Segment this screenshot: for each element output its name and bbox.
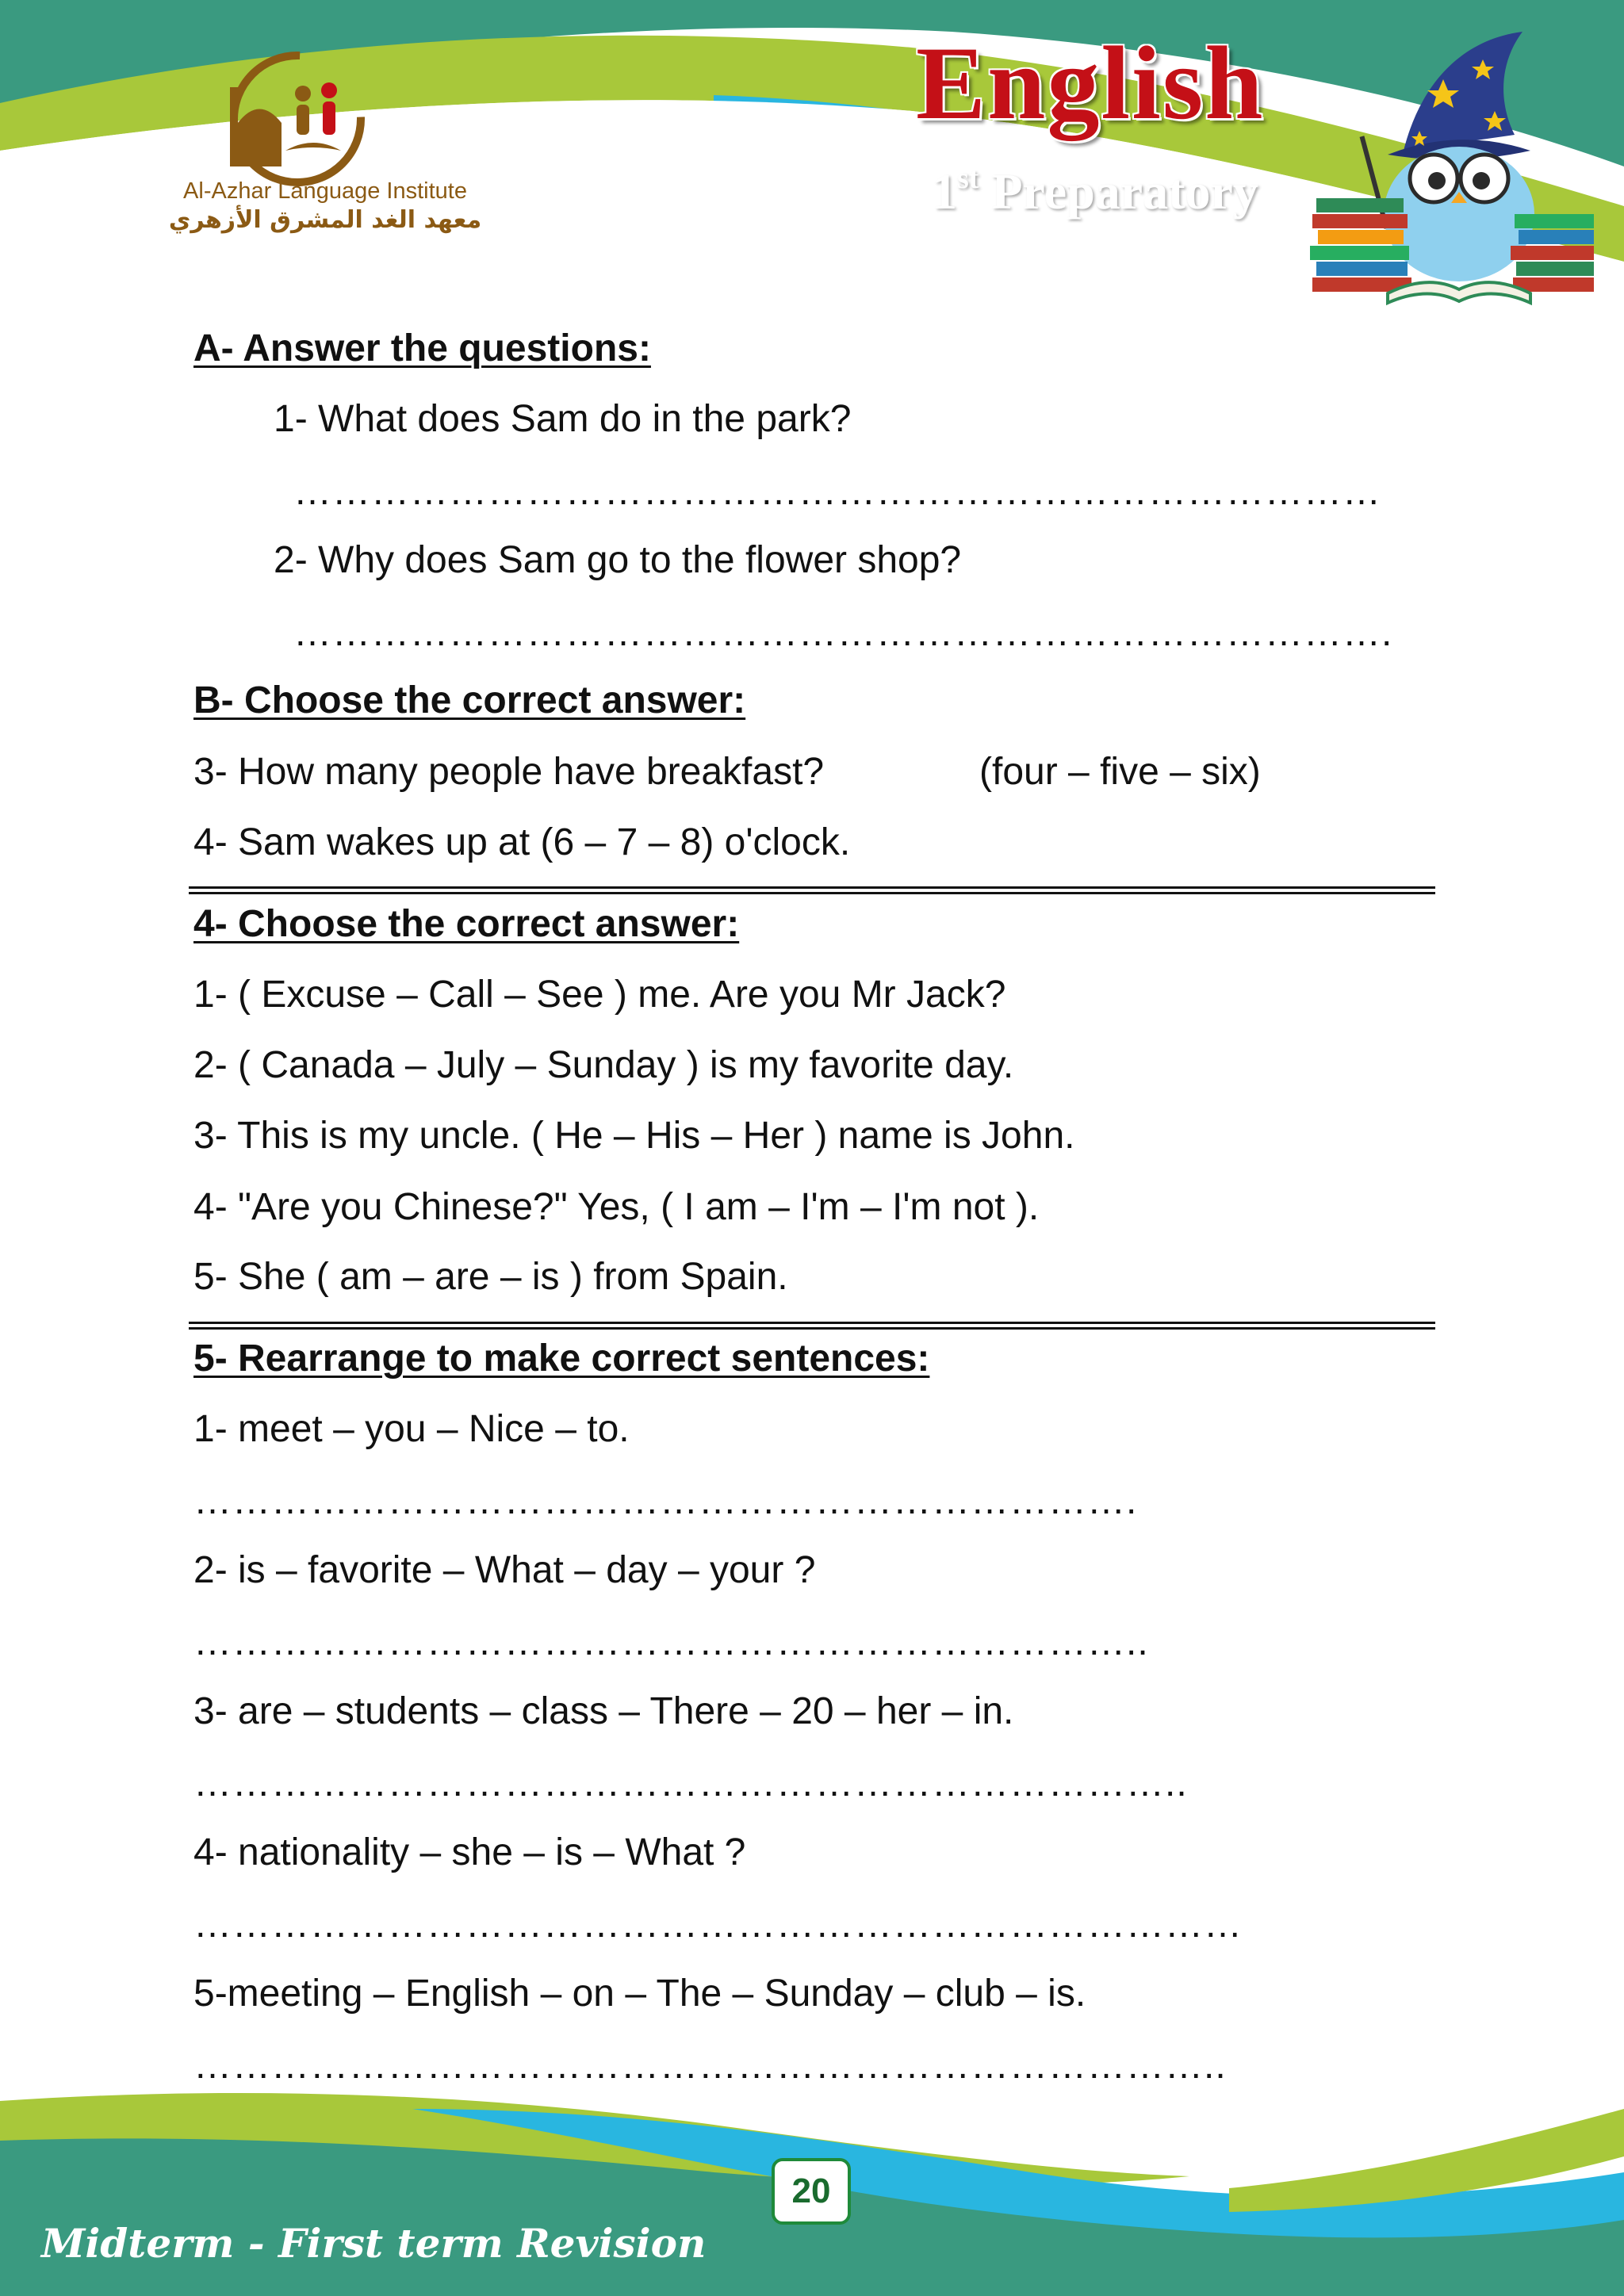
grade-suffix: st [957, 162, 979, 195]
question-a2: 2- Why does Sam go to the flower shop? [274, 539, 962, 581]
question-4-1: 1- ( Excuse – Call – See ) me. Are you Mr Jack? [193, 974, 1006, 1016]
question-4-4: 4- "Are you Chinese?" Yes, ( I am – I'm – I'm not ). [193, 1186, 1040, 1228]
question-4-5: 5- She ( am – are – is ) from Spain. [193, 1256, 788, 1298]
question-5-1: 1- meet – you – Nice – to. [193, 1408, 630, 1450]
question-b3: 3- How many people have breakfast? [193, 751, 825, 793]
question-4-2: 2- ( Canada – July – Sunday ) is my favorite day. [193, 1044, 1014, 1086]
question-5-5: 5-meeting – English – on – The – Sunday – club – is. [193, 1973, 1086, 2015]
question-5-4: 4- nationality – she – is – What ? [193, 1831, 746, 1873]
grade-word: Preparatory [991, 163, 1258, 220]
section-5-heading: 5- Rearrange to make correct sentences: [193, 1337, 930, 1380]
answer-line-5-1[interactable]: ………………………………………………………………. [193, 1480, 1138, 1522]
page-number: 20 [772, 2158, 851, 2225]
question-b3-choices[interactable]: (four – five – six) [979, 751, 1261, 793]
answer-line-a1[interactable]: ………………………………………………………………………… [293, 471, 1381, 513]
section-b-heading: B- Choose the correct answer: [193, 679, 746, 721]
logo-arabic-name: معهد الغد المشرق الأزهري [168, 206, 482, 234]
question-b4: 4- Sam wakes up at (6 – 7 – 8) o'clock. [193, 821, 851, 863]
answer-line-5-4[interactable]: ……………………………………………………………………… [193, 1904, 1243, 1946]
question-4-3: 3- This is my uncle. ( He – His – Her ) name is John. [193, 1115, 1075, 1157]
subject-title: English [916, 25, 1265, 141]
grade-number: 1 [932, 163, 957, 220]
question-a1: 1- What does Sam do in the park? [274, 398, 852, 440]
question-5-2: 2- is – favorite – What – day – your ? [193, 1549, 816, 1591]
footer-label: Midterm - First term Revision [41, 2220, 707, 2267]
section-4-heading: 4- Choose the correct answer: [193, 903, 740, 945]
answer-line-5-5[interactable]: …………………………………………………………………….. [193, 2045, 1227, 2087]
section-divider [189, 1322, 1435, 1330]
answer-line-5-2[interactable]: ……………………………………………………………….. [193, 1621, 1149, 1663]
section-divider [189, 886, 1435, 894]
question-5-3: 3- are – students – class – There – 20 – her – in. [193, 1690, 1014, 1732]
answer-line-a2[interactable]: …………………………………………………………………………. [293, 612, 1393, 654]
section-a-heading: A- Answer the questions: [193, 327, 651, 369]
logo-name: Al-Azhar Language Institute [183, 178, 467, 204]
answer-line-5-3[interactable]: ………………………………………………………………….. [193, 1762, 1188, 1804]
